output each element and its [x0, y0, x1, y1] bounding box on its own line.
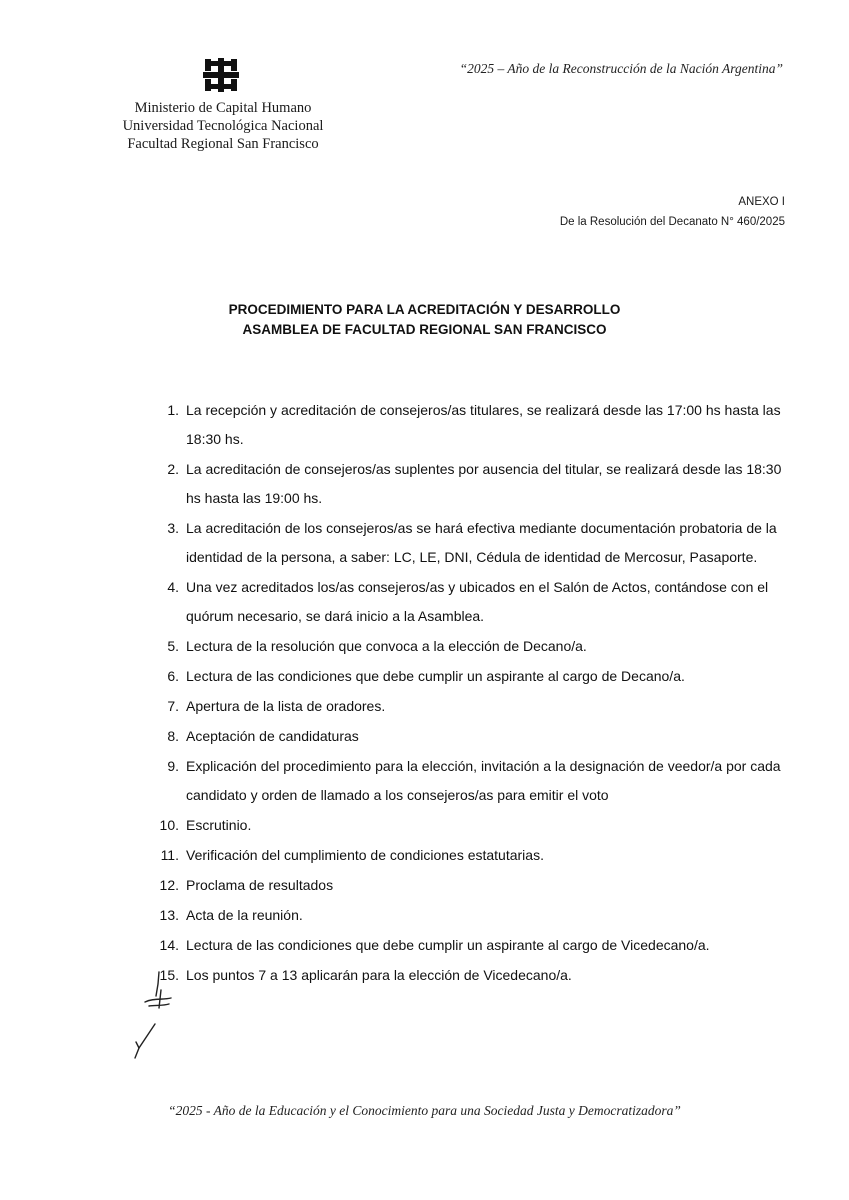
step-number: 14 . — [151, 931, 183, 960]
title-line-2: ASAMBLEA DE FACULTAD REGIONAL SAN FRANCISCO — [242, 322, 607, 337]
step-number: 5 . — [151, 632, 183, 661]
step-text: La acreditación de los consejeros/as se hará efectiva mediante documentación probatoria de la identidad de la persona, a saber: LC, LE, DNI, Cédula de identidad de Mercosur, Pasaporte. — [186, 520, 777, 565]
institution-ministry: Ministerio de Capital Humano — [134, 100, 312, 116]
procedure-step — [154, 841, 794, 870]
step-text: La recepción y acreditación de consejeros/as titulares, se realizará desde las 17:00 hs hasta las 18:30 hs. — [186, 402, 781, 447]
procedure-step — [154, 455, 794, 513]
step-text: Los puntos 7 a 13 aplicarán para la elección de Vicedecano/a. — [186, 967, 572, 983]
step-number: 10 . — [151, 811, 183, 840]
title-line-1: PROCEDIMIENTO PARA LA ACREDITACIÓN Y DESARROLLO — [228, 302, 621, 317]
procedure-step — [154, 901, 794, 930]
step-text: Aceptación de candidaturas — [186, 728, 359, 744]
step-text: Lectura de las condiciones que debe cumplir un aspirante al cargo de Decano/a. — [186, 668, 685, 684]
step-number: 12 . — [151, 871, 183, 900]
step-number: 2 . — [151, 455, 183, 484]
step-number: 6 . — [151, 662, 183, 691]
step-number: 11 . — [151, 841, 183, 870]
procedure-step — [154, 396, 794, 454]
step-text: Acta de la reunión. — [186, 907, 303, 923]
utn-logo-icon — [203, 58, 239, 92]
step-text: Escrutinio. — [186, 817, 252, 833]
step-text: Proclama de resultados — [186, 877, 334, 893]
step-text: La acreditación de consejeros/as suplentes por ausencia del titular, se realizará desde las 18:30 hs hasta las 19:00 hs. — [186, 461, 782, 506]
annex-label: ANEXO I — [738, 196, 785, 208]
footer-motto: “2025 - Año de la Educación y el Conocimiento para una Sociedad Justa y Democratizadora” — [168, 1103, 681, 1118]
step-text: Apertura de la lista de oradores. — [186, 698, 386, 714]
header-motto: “2025 – Año de la Reconstrucción de la Nación Argentina” — [459, 61, 783, 76]
procedure-step — [154, 811, 794, 840]
step-number: 13 . — [151, 901, 183, 930]
procedure-step — [154, 722, 794, 751]
procedure-step — [154, 931, 794, 960]
procedure-step — [154, 632, 794, 661]
step-number: 8 . — [151, 722, 183, 751]
handwritten-signature-mark — [125, 968, 185, 1068]
step-text: Lectura de la resolución que convoca a la elección de Decano/a. — [186, 638, 587, 654]
annex-block — [560, 192, 785, 232]
institution-university: Universidad Tecnológica Nacional — [122, 118, 324, 134]
procedure-step — [154, 692, 794, 721]
step-number: 4 . — [151, 573, 183, 602]
step-number: 3 . — [151, 514, 183, 543]
institution-block — [110, 99, 336, 153]
step-text: Una vez acreditados los/as consejeros/as y ubicados en el Salón de Actos, contándose con el quórum necesario, se dará inicio a la Asamblea. — [186, 579, 769, 624]
procedure-step — [154, 752, 794, 810]
step-text: Verificación del cumplimiento de condiciones estatutarias. — [186, 847, 544, 863]
step-number: 9 . — [151, 752, 183, 781]
annex-reference: De la Resolución del Decanato N° 460/2025 — [559, 216, 785, 228]
step-text: Explicación del procedimiento para la elección, invitación a la designación de veedor/a por cada candidato y orden de llamado a los consejeros/as para emitir el voto — [186, 758, 781, 803]
document-title — [0, 300, 849, 340]
step-number: 15 . — [151, 961, 183, 990]
procedure-step — [154, 573, 794, 631]
procedure-step — [154, 514, 794, 572]
procedure-step — [154, 662, 794, 691]
institution-faculty: Facultad Regional San Francisco — [127, 136, 319, 152]
step-text: Lectura de las condiciones que debe cumplir un aspirante al cargo de Vicedecano/a. — [186, 937, 710, 953]
step-number: 7 . — [151, 692, 183, 721]
procedure-steps-list — [154, 396, 794, 991]
procedure-step — [154, 961, 794, 990]
procedure-step — [154, 871, 794, 900]
step-number: 1 . — [151, 396, 183, 425]
